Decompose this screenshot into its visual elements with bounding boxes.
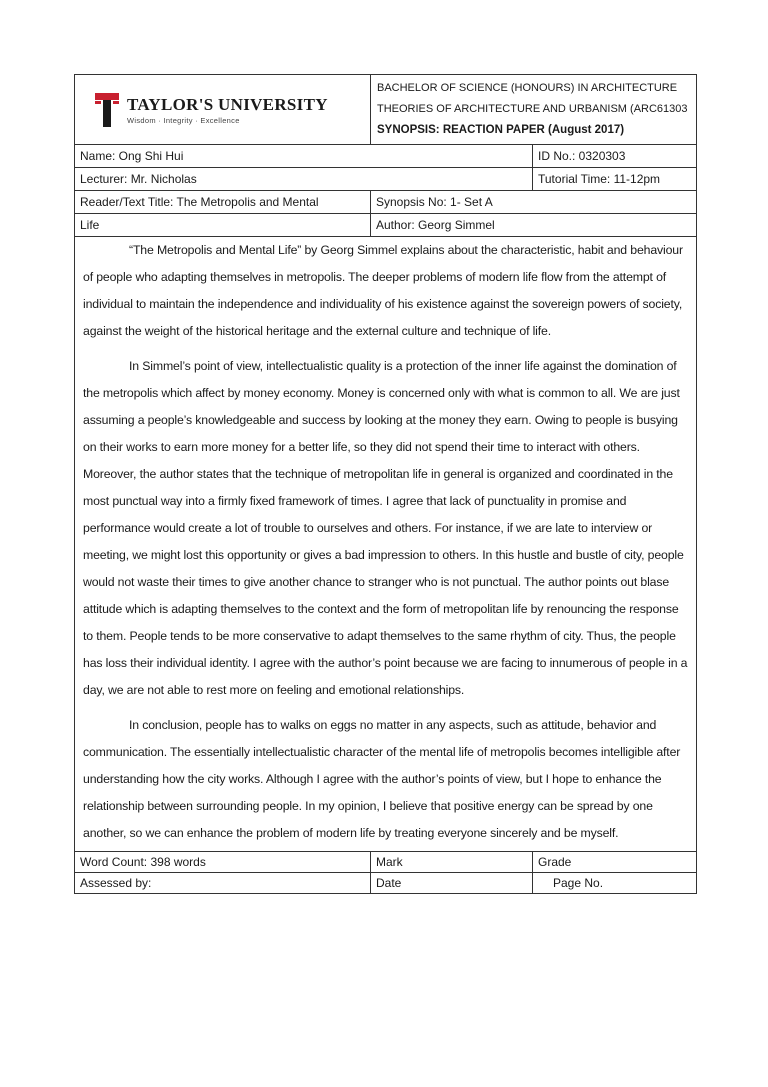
synopsis-number: Synopsis No: 1- Set A	[371, 191, 697, 214]
assessed-by-label: Assessed by:	[75, 873, 371, 894]
word-count: Word Count: 398 words	[75, 852, 371, 873]
student-id: ID No.: 0320303	[533, 145, 697, 168]
university-crest-icon	[95, 93, 119, 127]
course-title: THEORIES OF ARCHITECTURE AND URBANISM (ARC61303	[377, 103, 688, 115]
tutorial-time: Tutorial Time: 11-12pm	[533, 168, 697, 191]
synopsis-table	[74, 74, 697, 894]
course-info-cell	[371, 75, 697, 145]
assignment-title: SYNOPSIS: REACTION PAPER (August 2017)	[377, 124, 625, 136]
university-tagline: Wisdom · Integrity · Excellence	[127, 115, 240, 125]
author: Author: Georg Simmel	[371, 214, 697, 237]
university-name: TAYLOR'S UNIVERSITY	[127, 94, 328, 114]
synopsis-sheet	[74, 74, 696, 894]
reader-title-line1: Reader/Text Title: The Metropolis and Mental	[75, 191, 371, 214]
reader-title-line2: Life	[75, 214, 371, 237]
mark-label: Mark	[371, 852, 533, 873]
lecturer: Lecturer: Mr. Nicholas	[75, 168, 533, 191]
date-label: Date	[371, 873, 533, 894]
paragraph: In Simmel’s point of view, intellectualistic quality is a protection of the inner life against the domination of the metropolis which affect by money economy. Money is concerned only with what is common to all. We are just assuming a people’s knowledgeable and success by looking at the money they earn. Owing to people is busying on their works to earn more money for a better life, so they did not spend their time to interact with others. Moreover, the author states that the technique of metropolitan life in general is organized and coordinated in the most punctual way into a firmly fixed framework of times. I agree that lack of punctuality in promise and performance would create a lot of trouble to ourselves and others. For instance, if we are late to interview or meeting, we might lost this opportunity or gives a bad impression to others. In this hustle and bustle of city, people would not waste their times to give another chance to stranger who is not punctual. The author points out blase attitude which is adapting themselves to the context and the form of metropolitan life by renouncing the response to them. People tends to be more conservative to adapt themselves to the same rhythm of city. Thus, the people has loss their individual identity. I agree with the author’s point because we are facing to innumerous of people in a day, we are not able to rest more on feeling and emotional relationships.	[83, 359, 688, 697]
page-number-label: Page No.	[533, 873, 697, 894]
paragraph: In conclusion, people has to walks on eggs no matter in any aspects, such as attitude, behavior and communication. The essentially intellectualistic character of the mental life of metropolis becomes intelligible after understanding how the city works. Although I agree with the author’s points of view, but I hope to enhance the relationship between surrounding people. In my opinion, I believe that positive energy can be spread by one another, so we can enhance the problem of modern life by treating everyone sincerely and be myself.	[83, 718, 681, 840]
grade-label: Grade	[533, 852, 697, 873]
student-name: Name: Ong Shi Hui	[75, 145, 533, 168]
synopsis-body	[75, 237, 697, 852]
university-logo	[75, 93, 370, 127]
paragraph: “The Metropolis and Mental Life” by Georg Simmel explains about the characteristic, habit and behaviour of people who adapting themselves in metropolis. The deeper problems of modern life flow from the attempt of individual to maintain the independence and individuality of his existence against the sovereign powers of society, against the weight of the historical heritage and the external culture and technique of life.	[83, 243, 683, 338]
program-title: BACHELOR OF SCIENCE (HONOURS) IN ARCHITECTURE	[377, 82, 678, 94]
logo-cell	[75, 75, 371, 145]
